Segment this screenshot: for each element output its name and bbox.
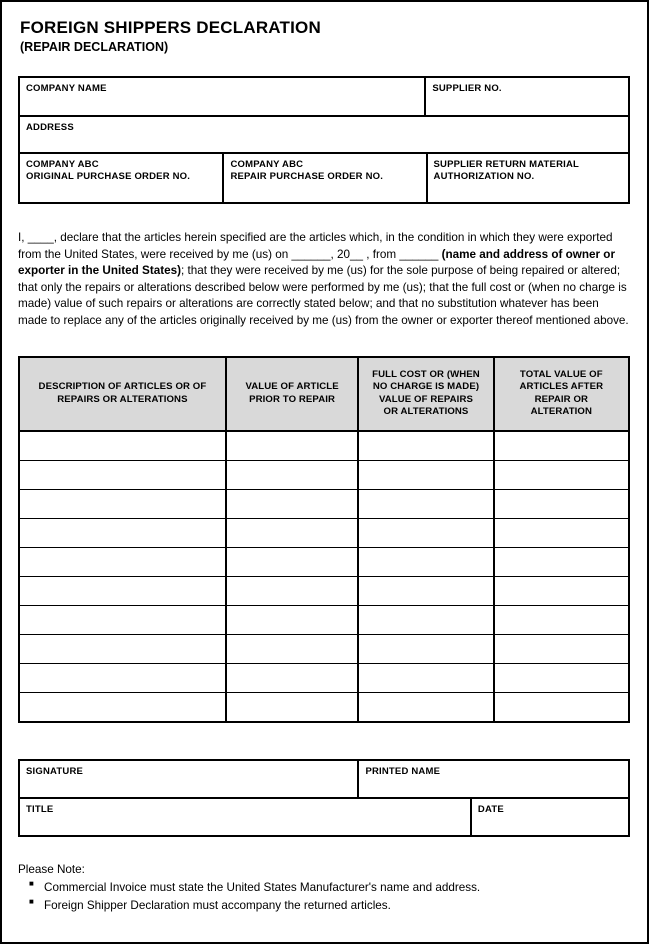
cell-description[interactable]	[19, 576, 226, 605]
header-cost-line4: OR ALTERATIONS	[383, 406, 469, 418]
header-cost-line2: NO CHARGE IS MADE)	[372, 381, 480, 393]
cell-value-prior[interactable]	[226, 634, 358, 663]
title-label: TITLE	[26, 803, 54, 815]
header-cost-line3: VALUE OF REPAIRS	[378, 393, 473, 405]
cell-total-value[interactable]	[494, 663, 629, 692]
declaration-text-part2: ; that they were received by me (us) for the sole purpose of being repaired or altered; that only the repairs or alterations described below were performed by me (us); that the full cost or (when no charge is made) value of such repairs or alterations are correctly stated below; and that no substitution whatever has been made to replace any of the articles originally received by me (us) from the owner or exporter thereof mentioned above.	[18, 264, 629, 328]
cell-full-cost[interactable]	[358, 663, 493, 692]
cell-value-prior[interactable]	[226, 663, 358, 692]
cell-total-value[interactable]	[494, 460, 629, 489]
cell-total-value[interactable]	[494, 692, 629, 722]
cell-description[interactable]	[19, 489, 226, 518]
cell-value-prior[interactable]	[226, 605, 358, 634]
list-item: ■ Commercial Invoice must state the United States Manufacturer's name and address.	[44, 879, 630, 898]
cell-total-value[interactable]	[494, 518, 629, 547]
cell-full-cost[interactable]	[358, 605, 493, 634]
repair-po-label-line1: COMPANY ABC	[230, 159, 304, 170]
cell-description[interactable]	[19, 431, 226, 461]
header-desc-line1: DESCRIPTION OF ARTICLES OR OF	[38, 381, 207, 393]
printed-name-label: PRINTED NAME	[365, 765, 441, 777]
printed-name-field[interactable]	[357, 761, 628, 797]
header-total-line4: ALTERATION	[530, 406, 593, 418]
repair-purchase-order-field[interactable]	[222, 154, 425, 202]
column-header-full-cost	[358, 357, 493, 431]
articles-table-head	[19, 357, 629, 431]
cell-value-prior[interactable]	[226, 692, 358, 722]
date-label: DATE	[477, 803, 504, 815]
company-name-field[interactable]	[20, 78, 424, 115]
header-value-line1: VALUE OF ARTICLE	[245, 381, 339, 393]
header-total-line1: TOTAL VALUE OF	[519, 368, 603, 380]
declaration-paragraph	[18, 230, 630, 330]
cell-description[interactable]	[19, 605, 226, 634]
cell-value-prior[interactable]	[226, 460, 358, 489]
table-row	[19, 431, 629, 461]
list-item: ■ Foreign Shipper Declaration must accompany the returned articles.	[44, 897, 630, 916]
table-row	[19, 634, 629, 663]
signature-label: SIGNATURE	[26, 765, 84, 777]
table-row	[19, 518, 629, 547]
header-value-line2: PRIOR TO REPAIR	[249, 393, 336, 405]
cell-total-value[interactable]	[494, 547, 629, 576]
cell-value-prior[interactable]	[226, 576, 358, 605]
table-row	[19, 663, 629, 692]
identification-block	[18, 76, 630, 204]
cell-total-value[interactable]	[494, 431, 629, 461]
column-header-total-value	[494, 357, 629, 431]
cell-value-prior[interactable]	[226, 518, 358, 547]
rma-label-line2: AUTHORIZATION NO.	[433, 170, 535, 182]
table-row	[19, 605, 629, 634]
page-title: FOREIGN SHIPPERS DECLARATION	[20, 18, 321, 37]
cell-full-cost[interactable]	[358, 576, 493, 605]
cell-full-cost[interactable]	[358, 489, 493, 518]
header-cost-line1: FULL COST OR (WHEN	[372, 368, 480, 380]
original-po-label-line1: COMPANY ABC	[26, 159, 99, 170]
page-subtitle: (REPAIR DECLARATION)	[20, 40, 169, 54]
table-row	[19, 489, 629, 518]
articles-table-header-row	[19, 357, 629, 431]
table-row	[19, 547, 629, 576]
cell-full-cost[interactable]	[358, 547, 493, 576]
rma-number-field[interactable]	[426, 154, 628, 202]
date-field[interactable]	[470, 799, 628, 835]
cell-value-prior[interactable]	[226, 431, 358, 461]
cell-description[interactable]	[19, 547, 226, 576]
cell-full-cost[interactable]	[358, 634, 493, 663]
header-total-line3: REPAIR OR	[534, 393, 589, 405]
notes-heading: Please Note:	[18, 862, 85, 876]
cell-full-cost[interactable]	[358, 692, 493, 722]
identification-row-1	[20, 78, 628, 115]
title-field[interactable]	[20, 799, 470, 835]
signature-row-1	[20, 761, 628, 797]
cell-total-value[interactable]	[494, 605, 629, 634]
company-name-label: COMPANY NAME	[26, 83, 107, 94]
header-total-line2: ARTICLES AFTER	[519, 381, 604, 393]
cell-description[interactable]	[19, 518, 226, 547]
declaration-text-bold: (name and address of owner or exporter in the United States)	[18, 247, 615, 278]
cell-description[interactable]	[19, 634, 226, 663]
header-desc-line2: REPAIRS OR ALTERATIONS	[57, 393, 188, 405]
table-row	[19, 576, 629, 605]
signature-block	[18, 759, 630, 837]
cell-value-prior[interactable]	[226, 547, 358, 576]
cell-value-prior[interactable]	[226, 489, 358, 518]
signature-field[interactable]	[20, 761, 357, 797]
cell-total-value[interactable]	[494, 576, 629, 605]
supplier-no-label: SUPPLIER NO.	[432, 83, 502, 94]
rma-label-line1: SUPPLIER RETURN MATERIAL	[433, 159, 580, 170]
address-field[interactable]	[20, 117, 628, 152]
cell-total-value[interactable]	[494, 634, 629, 663]
table-row	[19, 692, 629, 722]
repair-po-label-line2: REPAIR PURCHASE ORDER NO.	[230, 170, 384, 182]
cell-description[interactable]	[19, 692, 226, 722]
notes-list	[18, 879, 630, 916]
original-purchase-order-field[interactable]	[20, 154, 222, 202]
address-label: ADDRESS	[26, 122, 74, 133]
supplier-no-field[interactable]	[424, 78, 628, 115]
notes-section	[18, 863, 630, 916]
articles-table	[18, 356, 630, 723]
signature-row-2	[20, 797, 628, 835]
original-po-label-line2: ORIGINAL PURCHASE ORDER NO.	[26, 170, 191, 182]
column-header-description	[19, 357, 226, 431]
articles-table-body	[19, 431, 629, 722]
table-row	[19, 460, 629, 489]
cell-full-cost[interactable]	[358, 518, 493, 547]
cell-description[interactable]	[19, 663, 226, 692]
cell-total-value[interactable]	[494, 489, 629, 518]
cell-full-cost[interactable]	[358, 431, 493, 461]
cell-full-cost[interactable]	[358, 460, 493, 489]
identification-row-3	[20, 152, 628, 202]
column-header-value-prior	[226, 357, 358, 431]
identification-row-2	[20, 115, 628, 152]
cell-description[interactable]	[19, 460, 226, 489]
declaration-text-part1: I, ____, declare that the articles herein specified are the articles which, in the condition in which they were exported from the United States, were received by me (us) on ______, 20__ , from ______	[18, 231, 613, 261]
